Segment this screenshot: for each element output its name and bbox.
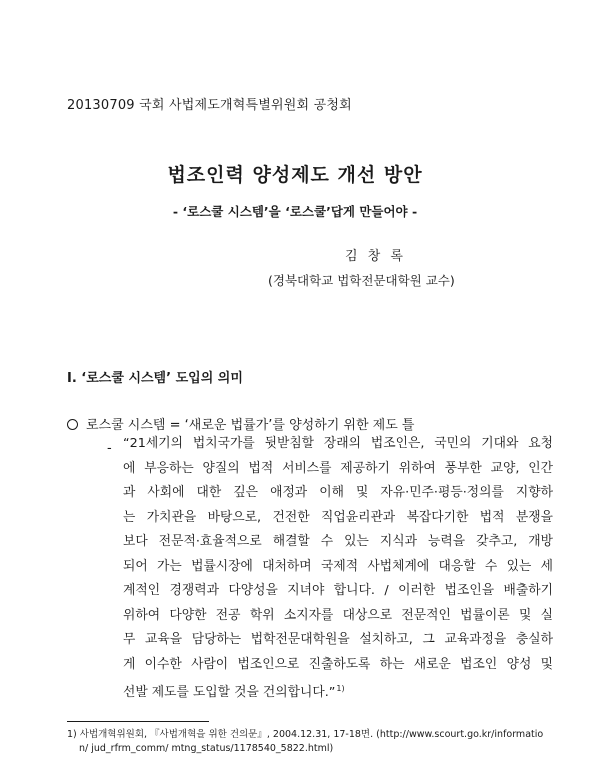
paragraph-line: 되어 가는 법률시장에 대처하며 국제적 사법체계에 대응할 수 있는 세 (123, 558, 553, 574)
quoted-paragraph (123, 432, 553, 702)
paragraph-line: 과 사회에 대한 깊은 애정과 이해 및 자유·민주·평등·정의를 지향하 (123, 485, 553, 500)
paragraph-line: 위하여 다양한 전공 학위 소지자를 대상으로 전문적인 법률이론 및 실 (123, 607, 553, 623)
author-affiliation: (경북대학교 법학전문대학원 교수) (268, 273, 455, 288)
paragraph-line-last (123, 677, 553, 702)
paragraph-line-text: 선발 제도를 도입할 것을 건의합니다.” (123, 685, 336, 700)
bullet-text: 로스쿨 시스템 = ‘새로운 법률가’를 양성하기 위한 제도 틀 (86, 418, 415, 433)
bullet-circle-icon (67, 419, 78, 430)
footnote-line: n/ jud_rfrm_comm/ mtng_status/1178540_5822.html) (79, 743, 334, 754)
footnote-divider (67, 721, 209, 722)
document-header: 20130709 국회 사법제도개혁특별위원회 공청회 (67, 98, 352, 113)
footnote-reference[interactable]: 1) (336, 684, 345, 693)
paragraph-line: 무 교육을 담당하는 법학전문대학원을 설치하고, 그 교육과정을 충실하 (123, 632, 553, 647)
section-heading: I. ‘로스쿨 시스템’ 도입의 의미 (67, 371, 243, 386)
paragraph-line: 보다 전문적·효율적으로 해결할 수 있는 지식과 능력을 갖추고, 개방 (123, 534, 553, 549)
paragraph-line: 에 부응하는 양질의 법적 서비스를 제공하기 위하여 풍부한 교양, 인간 (123, 460, 553, 476)
paragraph-line: 계적인 경쟁력과 다양성을 지녀야 합니다. / 이러한 법조인을 배출하기 (123, 583, 553, 598)
paragraph-line: 게 이수한 사람이 법조인으로 진출하도록 하는 새로운 법조인 양성 및 (123, 656, 553, 672)
document-title: 법조인력 양성제도 개선 방안 (167, 164, 423, 186)
footnote (67, 728, 544, 756)
dash-marker: - (107, 441, 112, 456)
document-subtitle: - ‘로스쿨 시스템’을 ‘로스쿨’답게 만들어야 - (172, 204, 418, 219)
author-name: 김 창 록 (345, 249, 406, 264)
bullet-item (67, 414, 415, 433)
paragraph-line: “21세기의 법치국가를 뒷받침할 장래의 법조인은, 국민의 기대와 요청 (123, 436, 553, 451)
footnote-line: 1) 사법개혁위원회, 『사법개혁을 위한 건의문』, 2004.12.31, 17-18면. (http://www.scourt.go.kr/informatio (67, 729, 544, 740)
paragraph-line: 는 가치관을 바탕으로, 건전한 직업윤리관과 복잡다기한 법적 분쟁을 (123, 509, 553, 525)
